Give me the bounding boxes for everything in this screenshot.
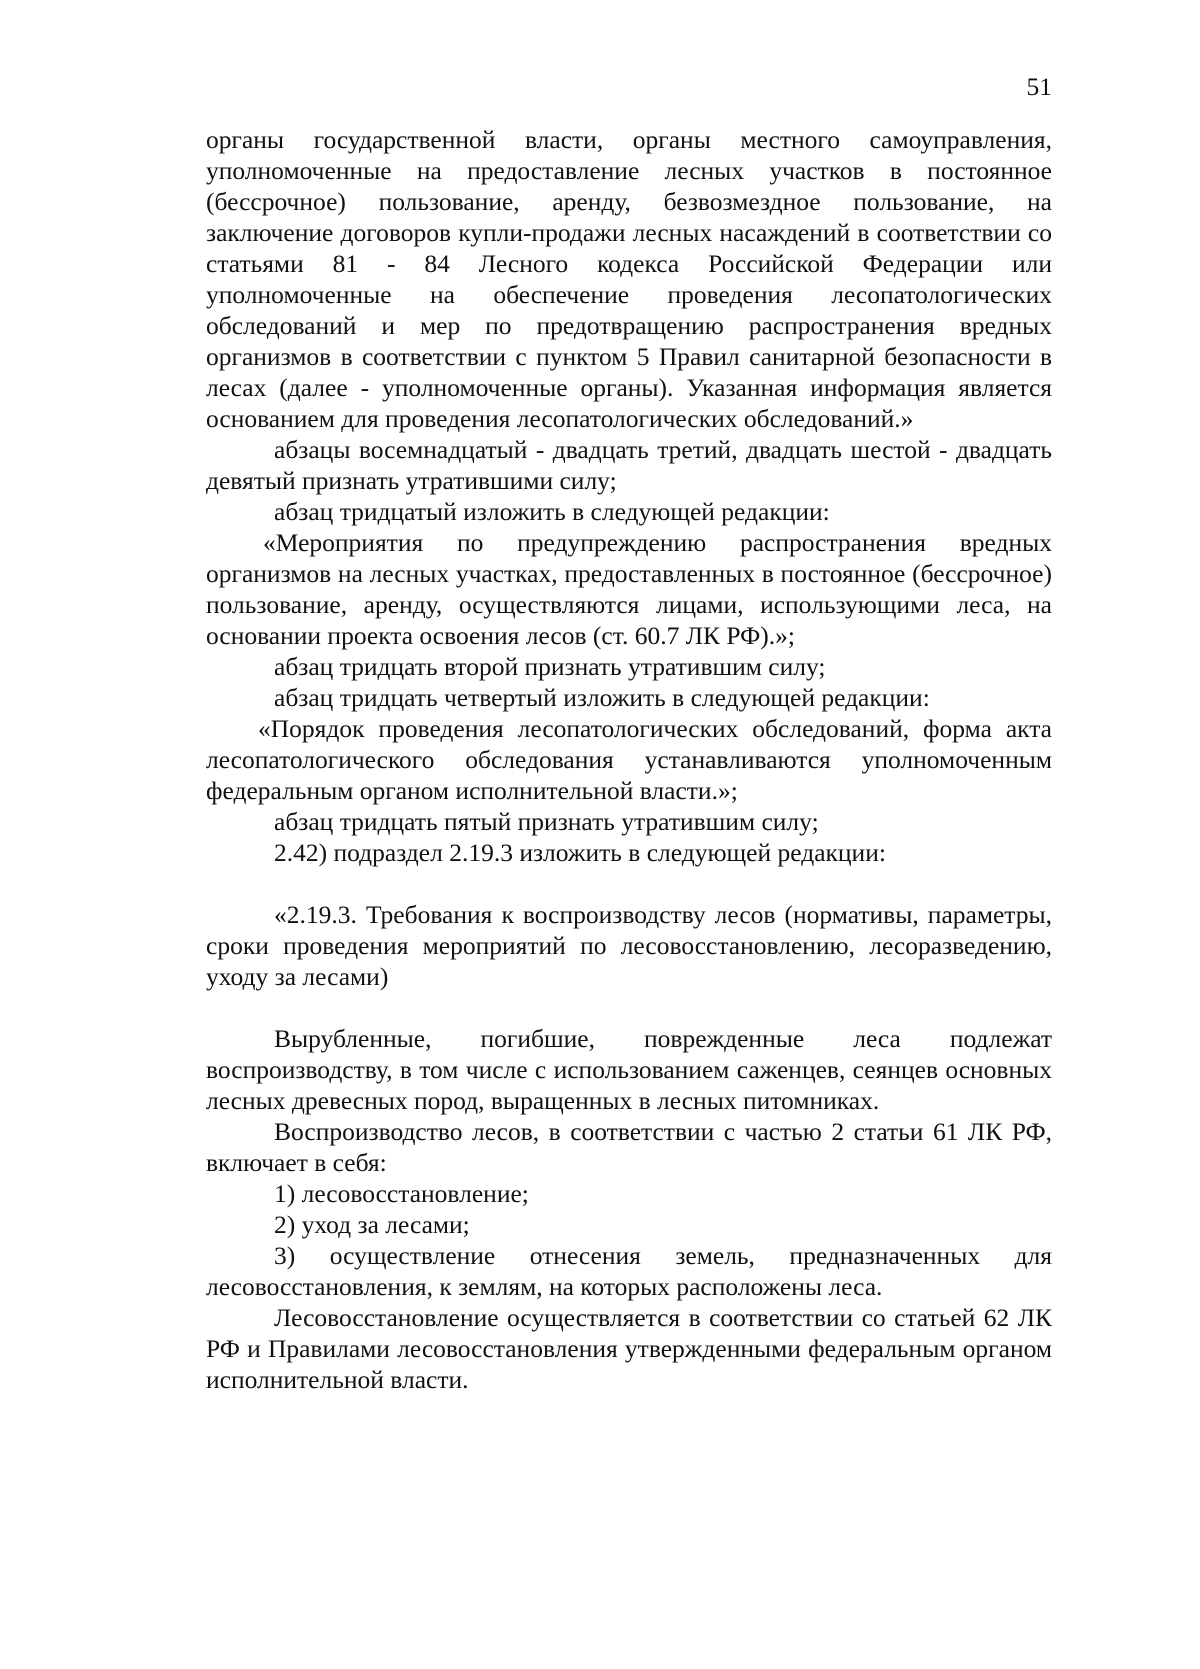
- list-item-1: 1) лесовосстановление;: [274, 1179, 529, 1208]
- paragraph-34-intro: абзац тридцать четвертый изложить в следующей редакции:: [274, 683, 930, 712]
- paragraph-repeal-32: абзац тридцать второй признать утратившим силу;: [274, 652, 826, 681]
- paragraph-repeal-35: абзац тридцать пятый признать утратившим силу;: [274, 807, 819, 836]
- paragraph-reproduction-includes: Воспроизводство лесов, в соответствии с частью 2 статьи 61 ЛК РФ, включает в себя:: [206, 1117, 1052, 1177]
- paragraph-continuation: органы государственной власти, органы местного самоуправления, уполномоченные на предоставление лесных участков в постоянное (бессрочное) пользование, аренду, безвозмездное пользование, на заключение договоров купли-продажи лесных насаждений в соответствии со статьями 81 - 84 Лесного кодекса Российской Федерации или уполномоченные на обеспечение проведения лесопатологических обследований и мер по предотвращению распространения вредных организмов в соответствии с пунктом 5 Правил санитарной безопасности в лесах (далее - уполномоченные органы). Указанная информация является основанием для проведения лесопатологических обследований.»: [206, 125, 1052, 433]
- paragraph-2-42: 2.42) подраздел 2.19.3 изложить в следующей редакции:: [274, 838, 886, 867]
- document-body: [206, 124, 1052, 1395]
- paragraph-repeal-18-29: абзацы восемнадцатый - двадцать третий, двадцать шестой - двадцать девятый признать утратившими силу;: [206, 435, 1052, 495]
- spacer: [206, 868, 1052, 899]
- list-item-3: 3) осуществление отнесения земель, предназначенных для лесовосстановления, к землям, на которых расположены леса.: [206, 1241, 1052, 1301]
- page-number: 51: [1026, 72, 1052, 101]
- paragraph-reforestation: Лесовосстановление осуществляется в соответствии со статьей 62 ЛК РФ и Правилами лесовосстановления утвержденными федеральным органом исполнительной власти.: [206, 1303, 1052, 1394]
- section-heading-2-19-3: «2.19.3. Требования к воспроизводству лесов (нормативы, параметры, сроки проведения мероприятий по лесовосстановлению, лесоразведению, уходу за лесами): [206, 900, 1052, 991]
- list-item-2: 2) уход за лесами;: [274, 1210, 470, 1239]
- paragraph-34-quote: «Порядок проведения лесопатологических обследований, форма акта лесопатологического обследования устанавливаются уполномоченным федеральным органом исполнительной власти.»;: [206, 714, 1052, 805]
- paragraph-reproduction: Вырубленные, погибшие, поврежденные леса подлежат воспроизводству, в том числе с использованием саженцев, сеянцев основных лесных древесных пород, выращенных в лесных питомниках.: [206, 1024, 1052, 1115]
- spacer: [206, 992, 1052, 1023]
- paragraph-30-quote: «Мероприятия по предупреждению распространения вредных организмов на лесных участках, предоставленных в постоянное (бессрочное) пользование, аренду, осуществляются лицами, использующими леса, на основании проекта освоения лесов (ст. 60.7 ЛК РФ).»;: [206, 528, 1052, 650]
- paragraph-30-intro: абзац тридцатый изложить в следующей редакции:: [274, 497, 830, 526]
